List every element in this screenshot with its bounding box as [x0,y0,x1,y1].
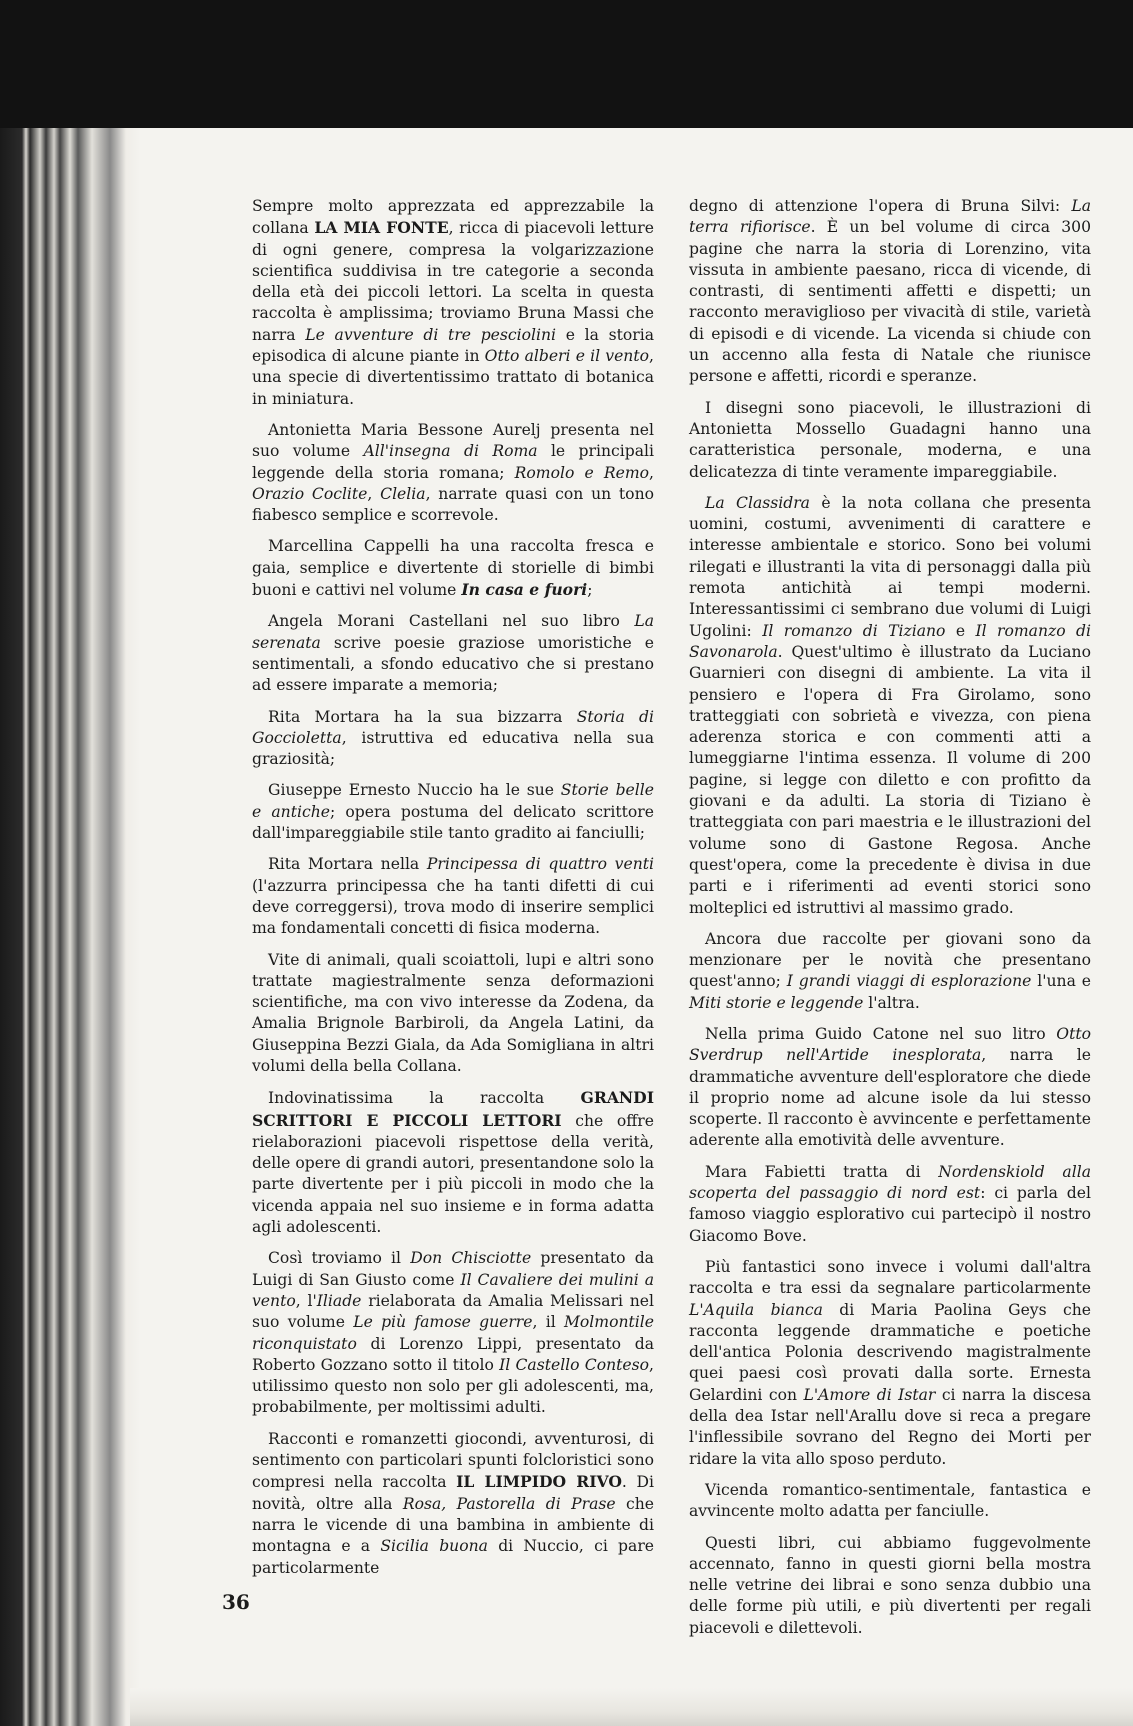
title-italic: Il romanzo di Savonarola [689,621,1091,661]
paragraph: Così troviamo il Don Chisciotte presentato da Luigi di San Giusto come Il Cavaliere dei mulini a vento, l'Iliade rielaborata da Amalia Melissari nel suo volume Le più famose guerre, il Molmontile riconquistato di Lorenzo Lippi, presentato da Roberto Gozzano sotto il titolo Il Castello Conteso, utilissimo questo non solo per gli adolescenti, ma, probabilmente, per moltissimi adulti. [252,1249,654,1417]
title-italic: Storia di Goccioletta [252,707,654,747]
right-text-column [689,196,1091,1649]
paragraph: Rita Mortara ha la sua bizzarra Storia di Goccioletta, istruttiva ed educativa nella sua graziosità; [252,707,654,769]
page-number: 36 [222,1590,250,1614]
paragraph: Più fantastici sono invece i volumi dall'altra raccolta e tra essi da segnalare particolarmente L'Aquila bianca di Maria Paolina Geys che racconta leggende drammatiche e poetiche dell'antica Polonia descrivendo magistralmente quei paesi così provati dalla sorte. Ernesta Gelardini con L'Amore di Istar ci narra la discesa della dea Istar nell'Arallu dove si reca a pregare l'inflessibile sovrano del Regno dei Morti per ridare la vita allo sposo perduto. [689,1257,1091,1468]
series-name-bold: IL LIMPIDO RIVO [456,1472,622,1492]
title-italic: Il Cavaliere dei mulini a vento [252,1270,654,1310]
paragraph: Marcellina Cappelli ha una raccolta fresca e gaia, semplice e divertente di storielle di bimbi buoni e cattivi nel volume In casa e fuori; [252,537,654,600]
title-italic: Miti storie e leggende [689,993,864,1012]
paragraph: degno di attenzione l'opera di Bruna Silvi: La terra rifiorisce. È un bel volume di circa 300 pagine che narra la storia di Lorenzino, vita vissuta in ambiente paesano, ricca di vicende, di contrasti, di sentimenti affetti e dispetti; un racconto meraviglioso per vivacità di stile, varietà di episodi e di vicende. La vicenda si chiude con un accenno alla festa di Natale che riunisce persone e affetti, ricordi e speranze. [689,197,1091,386]
paragraph: Mara Fabietti tratta di Nordenskiold alla scoperta del passaggio di nord est: ci parla del famoso viaggio esplorativo cui partecipò il nostro Giacomo Bove. [689,1162,1092,1245]
title-bold-italic: In casa e fuori [461,580,588,600]
title-italic: Clelia [380,484,426,503]
title-italic: Don Chisciotte [410,1249,532,1268]
title-italic: Il romanzo di Tiziano [762,621,946,640]
paragraph: Antonietta Maria Bessone Aurelj presenta nel suo volume All'insegna di Roma le principali leggende della storia romana; Romolo e Remo, Orazio Coclite, Clelia, narrate quasi con un tono fiabesco semplice e scorrevole. [252,420,654,525]
title-italic: La Classidra [705,493,810,512]
paragraph: Vicenda romantico-sentimentale, fantastica e avvincente molto adatta per fanciulle. [689,1480,1091,1521]
title-italic: L'Amore di Istar [803,1385,936,1404]
title-italic: Otto alberi e il vento [484,347,650,366]
paragraph: Nella prima Guido Catone nel suo litro Otto Sverdrup nell'Artide inesplorata, narra le drammatiche avventure dell'esploratore che diede il proprio nome ad alcune isole da lui stesso scoperte. Il racconto è avvincente e perfettamente aderente alla emotività delle avventure. [689,1024,1091,1150]
left-text-column [252,196,654,1589]
paragraph: I disegni sono piacevoli, le illustrazioni di Antonietta Mossello Guadagni hanno una caratteristica personale, moderna, e una delicatezza di tinte veramente impareggiabile. [689,398,1091,481]
title-italic: Storie belle e antiche [252,781,654,821]
paragraph: Questi libri, cui abbiamo fuggevolmente accennato, fanno in questi giorni bella mostra nelle vetrine dei librai e sono senza dubbio una delle forme più utili, e più divertenti per regali piacevoli e dilettevoli. [689,1533,1091,1637]
title-italic: Nordenskiold alla scoperta del passaggio di nord est [689,1162,1091,1203]
title-italic: Rosa, Pastorella di Prase [402,1494,616,1513]
paragraph: Vite di animali, quali scoiattoli, lupi e altri sono trattate magiestralmente senza deformazioni scientifiche, ma con vivo interesse da Zodena, da Amalia Brignole Barbiroli, da Angela Latini, da Giuseppina Bezzi Giala, da Ada Somigliana in altri volumi della bella Collana. [252,950,654,1075]
title-italic: Sicilia buona [380,1537,488,1556]
title-italic: All'insegna di Roma [363,442,538,461]
scan-dark-border-top [0,0,1133,128]
paragraph: Racconti e romanzetti giocondi, avventurosi, di sentimento con particolari spunti folcloristici sono compresi nella raccolta IL LIMPIDO RIVO. Di novità, oltre alla Rosa, Pastorella di Prase che narra le vicende di una bambina in ambiente di montagna e a Sicilia buona di Nuccio, ci pare particolarmente [252,1429,655,1577]
title-italic: L'Aquila bianca [689,1300,823,1319]
paragraph: Rita Mortara nella Principessa di quattro venti (l'azzurra principessa che ha tanti difetti di cui deve correggersi), trova modo di inserire semplici ma fondamentali concetti di fisica moderna. [252,855,654,938]
title-italic: Principessa di quattro venti [426,855,654,874]
title-italic: Il Castello Conteso [499,1355,650,1374]
page-bottom-shadow [130,1688,1133,1726]
title-italic: Orazio Coclite [252,484,368,503]
paragraph: Ancora due raccolte per giovani sono da menzionare per le novità che presentano quest'anno; I grandi viaggi di esplorazione l'una e Miti storie e leggende l'altra. [689,929,1091,1012]
title-italic: Iliade [316,1291,362,1310]
series-name-bold: GRANDI SCRITTORI E PICCOLI LETTORI [252,1088,654,1130]
series-name-bold: LA MIA FONTE [314,218,449,238]
paragraph: La Classidra è la nota collana che presenta uomini, costumi, avvenimenti di carattere e interesse ambientale e storico. Sono bei volumi rilegati e illustranti la vita di personaggi dalla più remota antichità ai tempi moderni. Interessantissimi ci sembrano due volumi di Luigi Ugolini: Il romanzo di Tiziano e Il romanzo di Savonarola. Quest'ultimo è illustrato da Luciano Guarnieri con disegni di ambiente. La vita il pensiero e l'opera di Fra Girolamo, sono tratteggiati con sobrietà e vivezza, con piena aderenza storica e con commenti atti a lumeggiarne l'intima essenza. Il volume di 200 pagine, si legge con diletto e con profitto da giovani e da adulti. La storia di Tiziano è tratteggiata con pari maestria e le illustrazioni del volume sono di Gastone Regosa. Anche quest'opera, come la precedente è divisa in due parti e i riferimenti ad eventi storici sono molteplici ed istruttivi al massimo grado. [689,493,1091,917]
title-italic: Molmontile riconquistato [252,1313,654,1353]
title-italic: La terra rifiorisce [689,197,1091,237]
title-italic: Le più famose guerre [353,1313,533,1332]
title-italic: Le avventure di tre pesciolini [305,325,557,344]
paragraph: Angela Morani Castellani nel suo libro La serenata scrive poesie graziose umoristiche e sentimentali, a sfondo educativo che si prestano ad essere imparate a memoria; [252,612,654,695]
title-italic: Romolo e Remo [514,463,650,482]
paragraph: Sempre molto apprezzata ed apprezzabile la collana LA MIA FONTE, ricca di piacevoli letture di ogni genere, compresa la volgarizzazione scientifica suddivisa in tre categorie a seconda della età dei piccoli lettori. La scelta in questa raccolta è amplissima; troviamo Bruna Massi che narra Le avventure di tre pesciolini e la storia episodica di alcune piante in Otto alberi e il vento, una specie di divertentissimo trattato di botanica in miniatura. [252,197,654,408]
paragraph: Giuseppe Ernesto Nuccio ha le sue Storie belle e antiche; opera postuma del delicato scrittore dall'impareggiabile stile tanto gradito ai fanciulli; [252,781,654,843]
title-italic: Otto Sverdrup nell'Artide inesplorata [689,1024,1091,1065]
title-italic: I grandi viaggi di esplorazione [786,972,1032,991]
title-italic: La serenata [252,612,654,652]
page-stack-edge [0,128,140,1726]
paragraph: Indovinatissima la raccolta GRANDI SCRITTORI E PICCOLI LETTORI che offre rielaborazioni piacevoli rispettose della verità, delle opere di grandi autori, presentandone solo la parte divertente per i più piccoli in modo che la vicenda appaia nel suo insieme e in forma adatta agli adolescenti. [252,1088,654,1237]
